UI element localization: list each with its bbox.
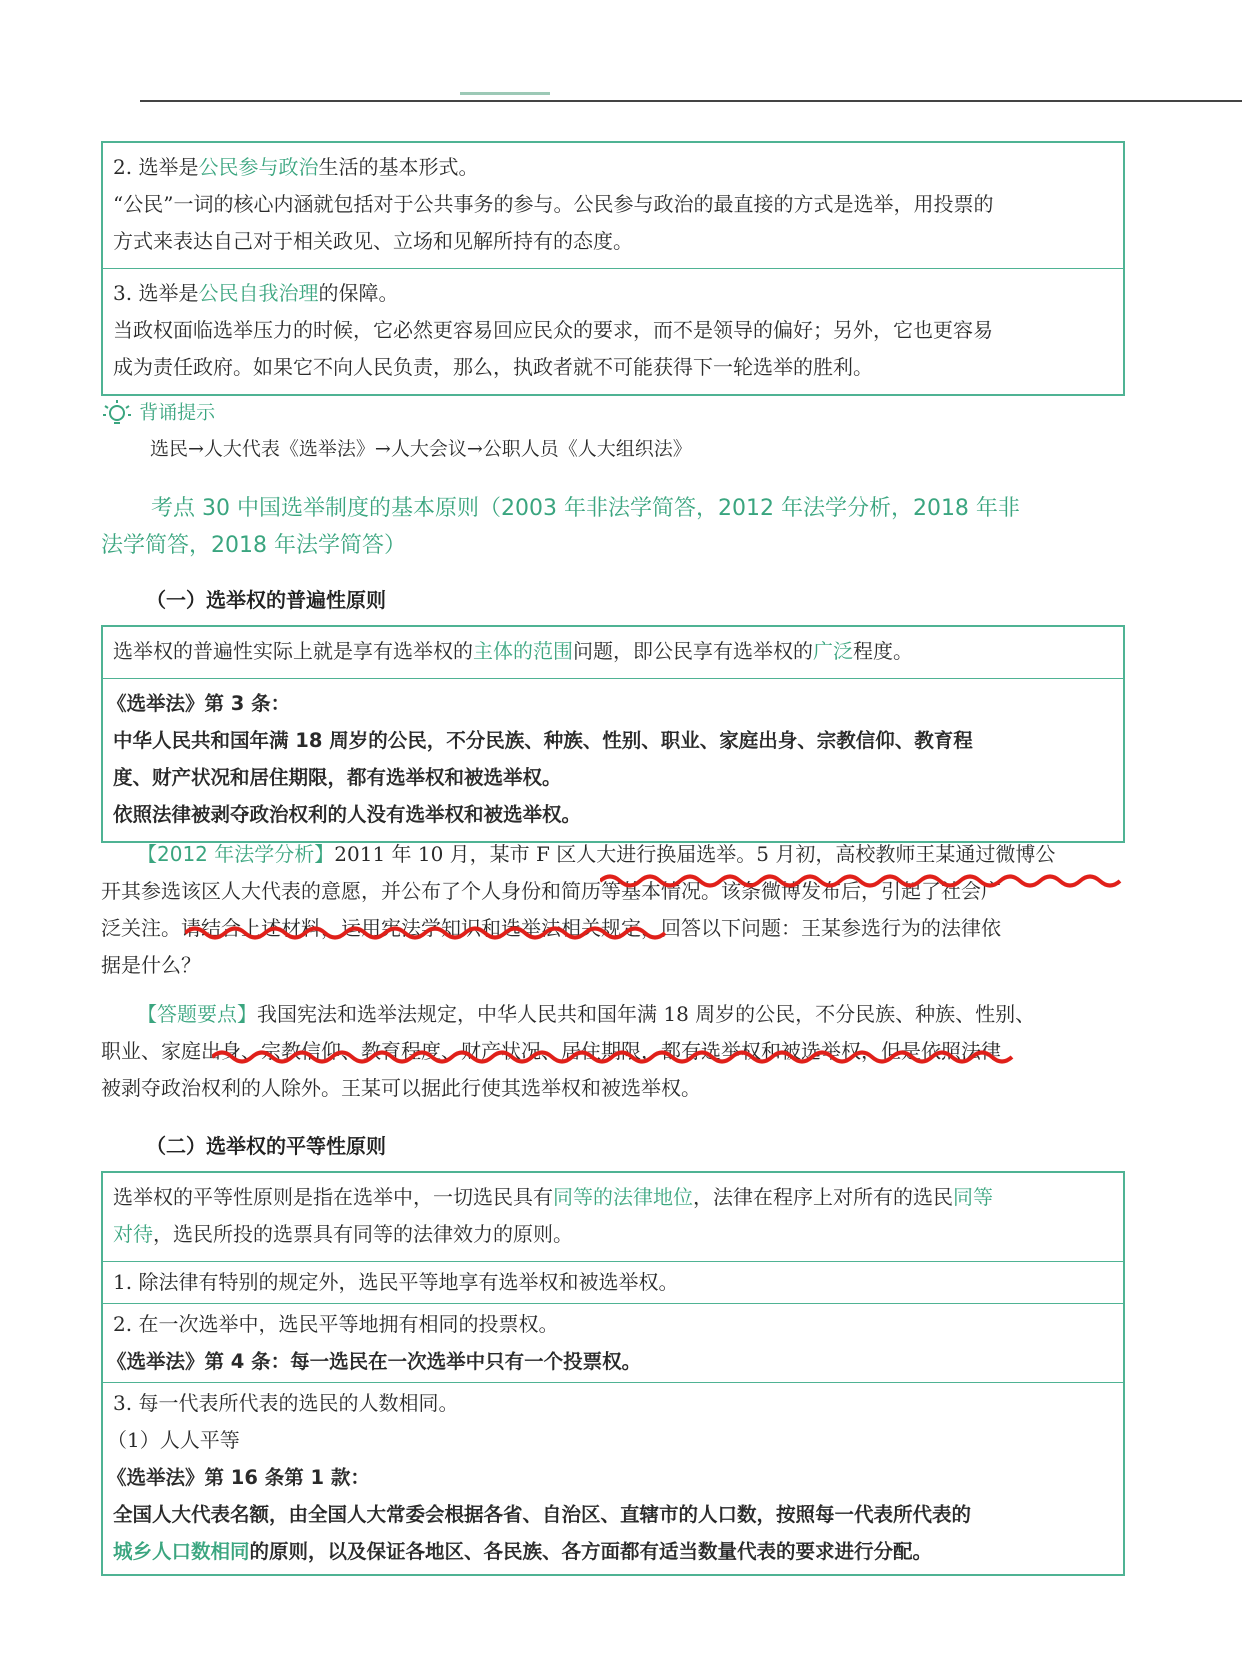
law-text: 城乡人口数相同的原则，以及保证各地区、各民族、各方面都有适当数量代表的要求进行分配。 (113, 1540, 933, 1563)
text-line: 2. 选举是公民参与政治生活的基本形式。 (113, 155, 479, 179)
box-row (103, 1173, 1123, 1261)
law-text: 中华人民共和国年满 18 周岁的公民，不分民族、种族、性别、职业、家庭出身、宗教信仰、教育程 (113, 729, 973, 752)
text-line: 2. 在一次选举中，选民平等地拥有相同的投票权。 (113, 1312, 559, 1336)
text-line: 3. 选举是公民自我治理的保障。 (113, 281, 399, 305)
box-row (103, 678, 1123, 841)
header-mark (460, 92, 550, 95)
header-rule (140, 100, 1242, 102)
text-line: “公民”一词的核心内涵就包括对于公共事务的参与。公民参与政治的最直接的方式是选举，用投票的 (113, 192, 994, 216)
answer-tag: 【答题要点】 (137, 1002, 257, 1026)
box-row (103, 1382, 1123, 1574)
text-line: 选举权的普遍性实际上就是享有选举权的主体的范围问题，即公民享有选举权的广泛程度。 (113, 639, 913, 663)
text-line: 当政权面临选举压力的时候，它必然更容易回应民众的要求，而不是领导的偏好；另外，它也更容易 (113, 318, 993, 342)
answer-line: 被剥夺政治权利的人除外。王某可以据此行使其选举权和被选举权。 (101, 1076, 701, 1100)
box-row (103, 1303, 1123, 1382)
text-line: 选举权的平等性原则是指在选举中，一切选民具有同等的法律地位，法律在程序上对所有的选民同等 (113, 1185, 993, 1209)
text-line: 3. 每一代表所代表的选民的人数相同。 (113, 1391, 459, 1415)
law-text: 《选举法》第 4 条：每一选民在一次选举中只有一个投票权。 (107, 1350, 642, 1373)
section-title-universality: （一）选举权的普遍性原则 (146, 588, 386, 612)
recite-hint (100, 397, 215, 431)
case-tag: 【2012 年法学分析】 (137, 842, 335, 866)
hint-text: 选民→人大代表《选举法》→人大会议→公职人员《人大组织法》 (150, 438, 692, 460)
answer-line: 职业、家庭出身、宗教信仰、教育程度、财产状况、居住期限，都有选举权和被选举权，但是依照法律 (101, 1039, 1001, 1063)
answer-line: 【答题要点】我国宪法和选举法规定，中华人民共和国年满 18 周岁的公民，不分民族、种族、性别、 (137, 1002, 1036, 1026)
case-line: 泛关注。请结合上述材料，运用宪法学知识和选举法相关规定，回答以下问题：王某参选行为的法律依 (101, 916, 1001, 940)
box-row (103, 143, 1123, 268)
text-line: 成为责任政府。如果它不向人民负责，那么，执政者就不可能获得下一轮选举的胜利。 (113, 355, 873, 379)
case-line: 开其参选该区人大代表的意愿，并公布了个人身份和简历等基本情况。该条微博发布后，引起了社会广 (101, 879, 1001, 903)
law-text: 依照法律被剥夺政治权利的人没有选举权和被选举权。 (113, 803, 582, 826)
law-title: 《选举法》第 16 条第 1 款： (107, 1466, 370, 1489)
box-row (103, 268, 1123, 394)
kaodian-heading: 考点 30 中国选举制度的基本原则（2003 年非法学简答，2012 年法学分析，2018 年非 (151, 496, 1020, 521)
text-line: （1）人人平等 (107, 1428, 240, 1452)
section-title-equality: （二）选举权的平等性原则 (146, 1134, 386, 1158)
text-line: 对待，选民所投的选票具有同等的法律效力的原则。 (113, 1222, 573, 1246)
box-equality (101, 1171, 1125, 1576)
law-text: 度、财产状况和居住期限，都有选举权和被选举权。 (113, 766, 562, 789)
case-line: 【2012 年法学分析】2011 年 10 月，某市 F 区人大进行换届选举。5 月初，高校教师王某通过微博公 (137, 842, 1056, 866)
hint-title: 背诵提示 (139, 401, 216, 424)
box-election-significance (101, 141, 1125, 396)
law-title: 《选举法》第 3 条： (107, 692, 291, 715)
text-line: 方式来表达自己对于相关政见、立场和见解所持有的态度。 (113, 229, 633, 253)
box-row (103, 1261, 1123, 1303)
box-universality (101, 625, 1125, 843)
law-text: 全国人大代表名额，由全国人大常委会根据各省、自治区、直辖市的人口数，按照每一代表所代表的 (113, 1503, 972, 1526)
box-row (103, 627, 1123, 678)
lightbulb-icon (100, 397, 134, 431)
kaodian-heading-cont: 法学简答，2018 年法学简答） (101, 533, 406, 558)
text-line: 1. 除法律有特别的规定外，选民平等地享有选举权和被选举权。 (113, 1270, 679, 1294)
case-line: 据是什么？ (101, 953, 201, 977)
